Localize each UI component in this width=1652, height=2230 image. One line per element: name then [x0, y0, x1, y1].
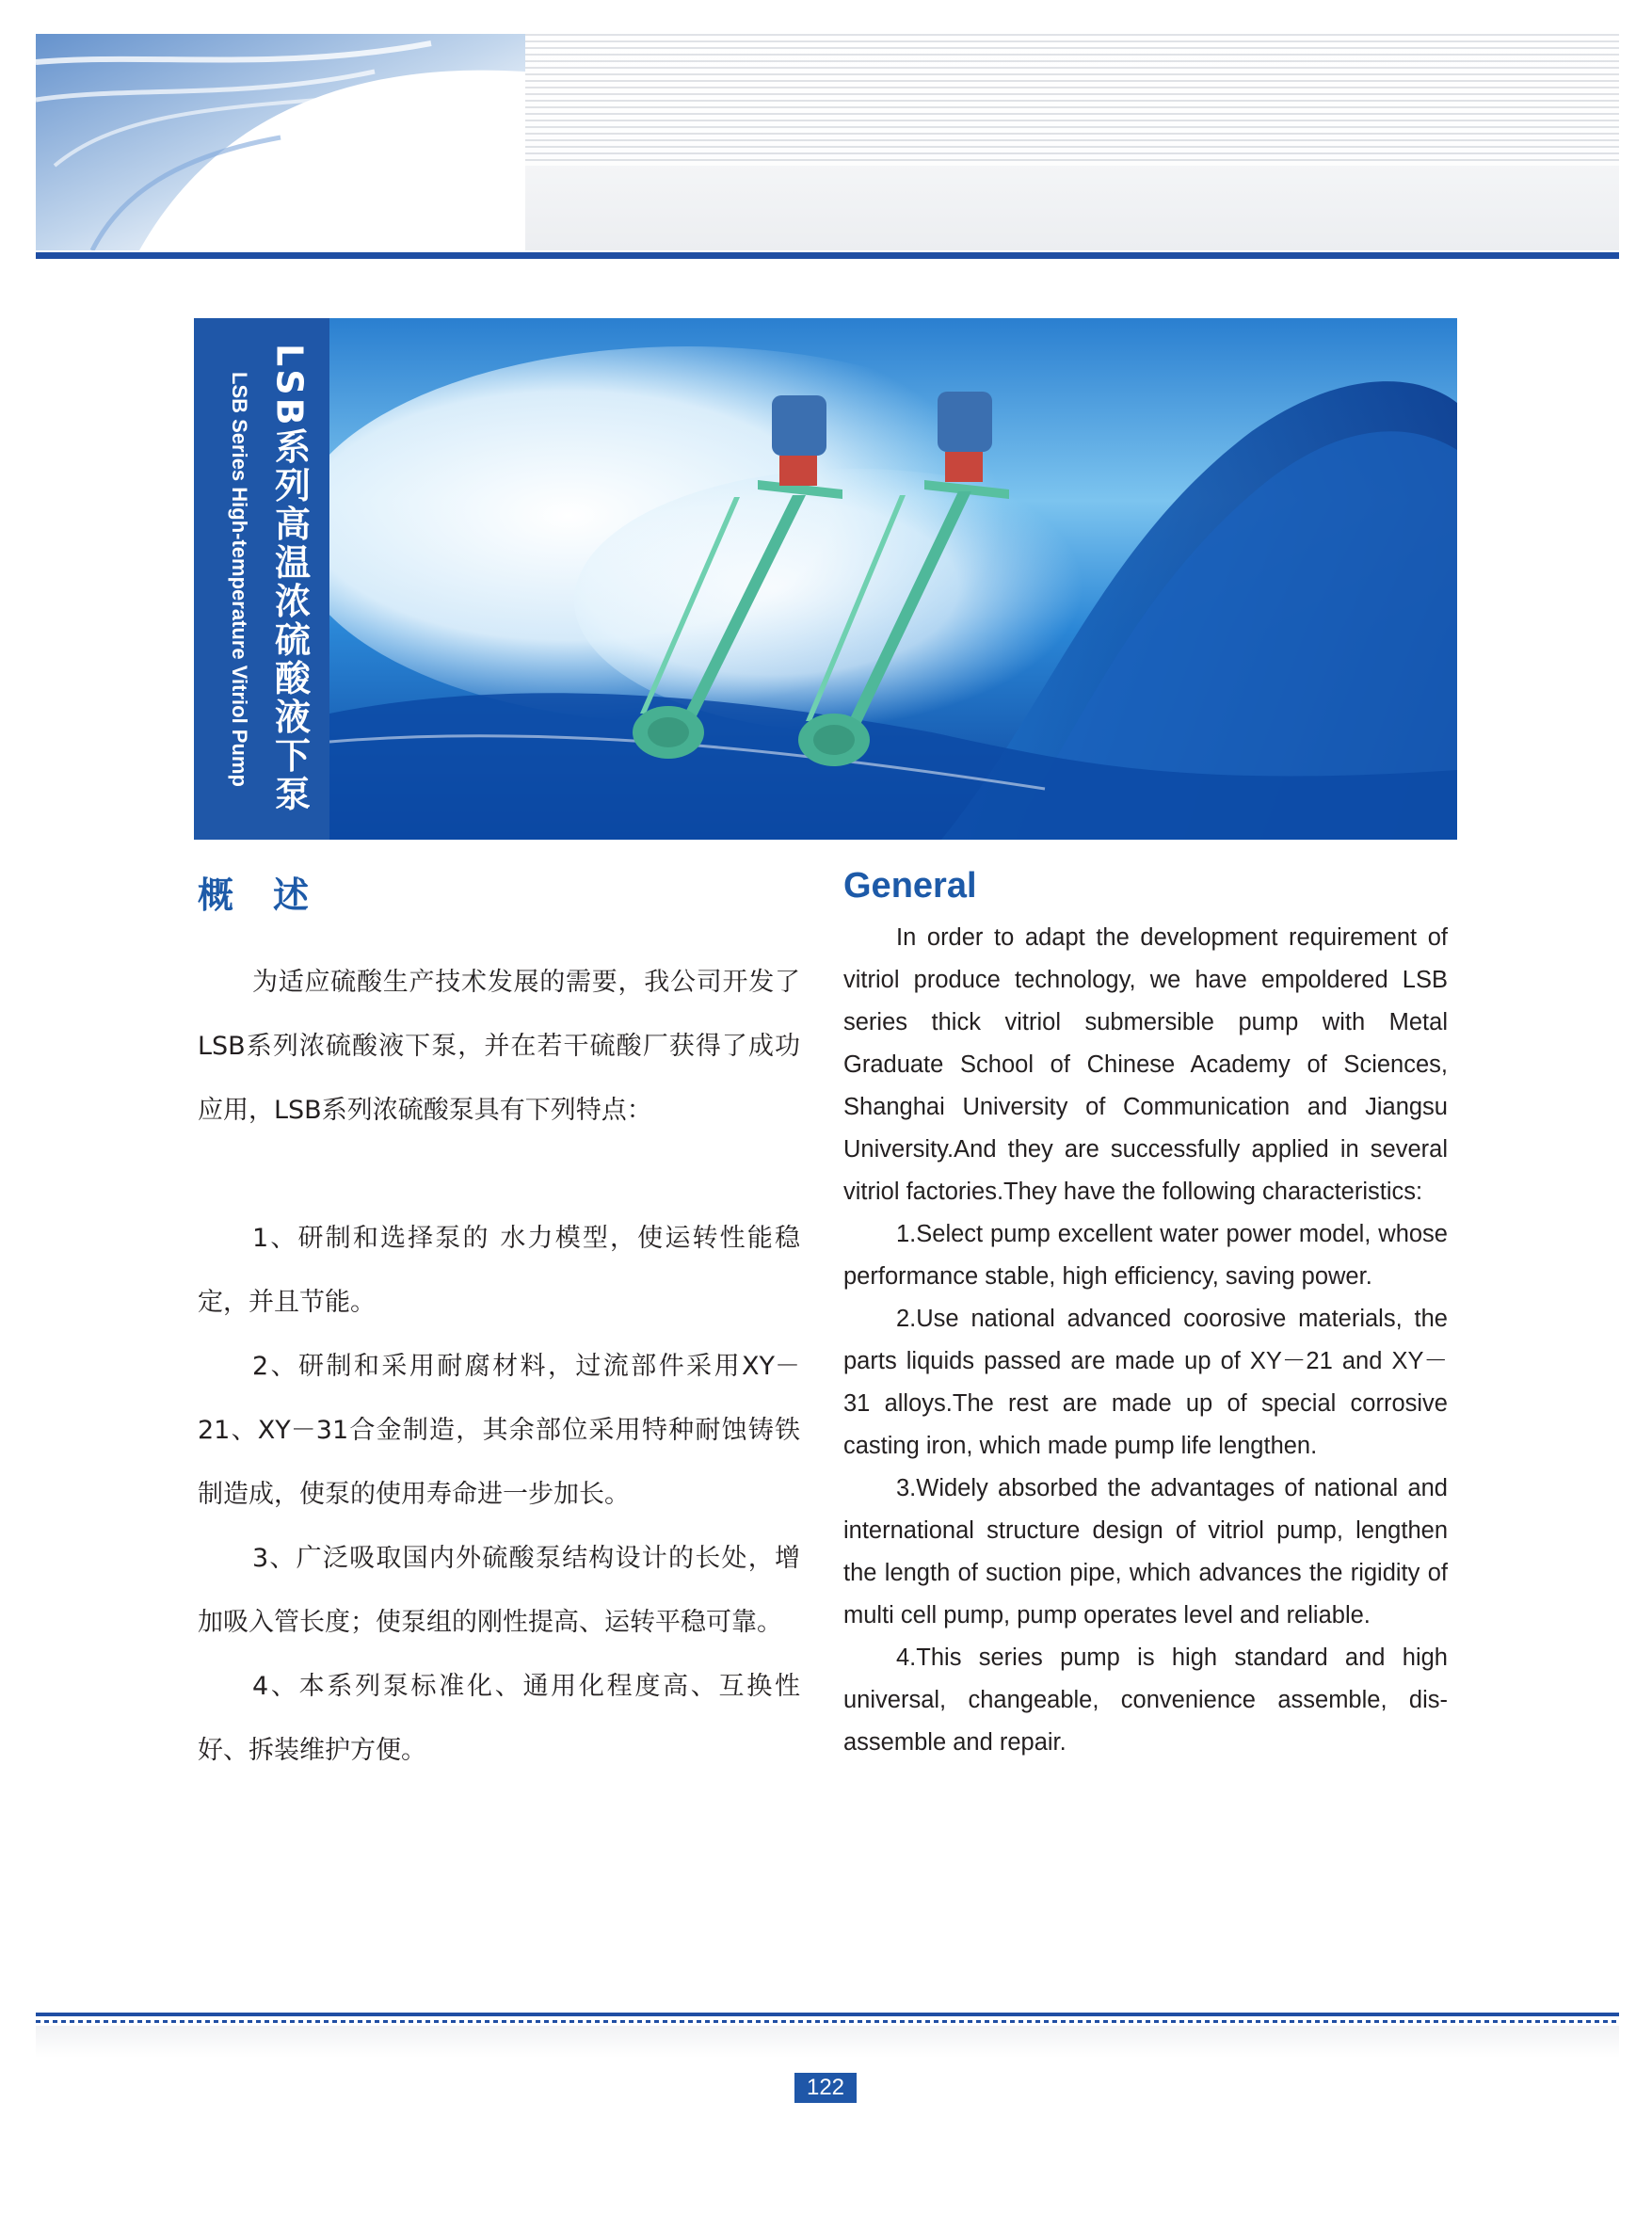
section-heading-en: General — [843, 866, 977, 906]
header-band — [36, 34, 1619, 250]
header-rule — [36, 252, 1619, 259]
section-body-en — [843, 917, 1448, 1764]
section-heading-cn: 概述 — [198, 874, 349, 916]
point-1-cn: 1、研制和选择泵的 水力模型，使运转性能稳定，并且节能。 — [198, 1224, 800, 1317]
banner-title-cn: LSB系列高温浓硫酸液下泵 — [268, 344, 311, 814]
banner-title-panel — [194, 318, 329, 840]
intro-paragraph-cn: 为适应硫酸生产技术发展的需要，我公司开发了LSB系列浓硫酸液下泵，并在若干硫酸厂获得了成功应用，LSB系列浓硫酸泵具有下列特点： — [198, 968, 800, 1125]
section-body-cn — [198, 951, 800, 1783]
pump-product-image — [329, 318, 1457, 840]
header-swirl-graphic — [36, 34, 525, 250]
footer-rule — [36, 2013, 1619, 2016]
point-4-en: 4.This series pump is high standard and high universal, changeable, convenience assemble, dis-assemble and repair. — [843, 1644, 1448, 1756]
point-2-en: 2.Use national advanced coorosive materials, the parts liquids passed are made up of XY－21 and XY－31 alloys.The rest are made up of special corrosive casting iron, which made pump life lengthen. — [843, 1306, 1448, 1459]
paragraph-gap — [198, 1143, 800, 1207]
point-3-en: 3.Widely absorbed the advantages of national and international structure design of vitriol pump, lengthen the length of suction pipe, which advances the rigidity of multi cell pump, pump operates level and reliable. — [843, 1475, 1448, 1628]
point-3-cn: 3、广泛吸取国内外硫酸泵结构设计的长处，增加吸入管长度；使泵组的刚性提高、运转平稳可靠。 — [198, 1544, 800, 1637]
point-2-cn: 2、研制和采用耐腐材料，过流部件采用XY－21、XY－31合金制造，其余部位采用特种耐蚀铸铁制造成，使泵的使用寿命进一步加长。 — [198, 1352, 800, 1509]
product-banner — [194, 318, 1457, 840]
point-4-cn: 4、本系列泵标准化、通用化程度高、互换性好、拆装维护方便。 — [198, 1672, 800, 1765]
banner-title-en: LSB Series High-temperature Vitriol Pump — [228, 371, 251, 787]
point-1-en: 1.Select pump excellent water power model, whose performance stable, high efficiency, saving power. — [843, 1221, 1448, 1290]
footer-band — [36, 2026, 1619, 2058]
footer-dotted-rule — [36, 2020, 1619, 2023]
page-number: 122 — [794, 2073, 857, 2103]
intro-paragraph-en: In order to adapt the development requirement of vitriol produce technology, we have empoldered LSB series thick vitriol submersible pump with Metal Graduate School of Chinese Academy of Sciences, Shanghai University of Communication and Jiangsu University.And they are successfully applied in several vitriol factories.They have the following characteristics: — [843, 924, 1448, 1205]
